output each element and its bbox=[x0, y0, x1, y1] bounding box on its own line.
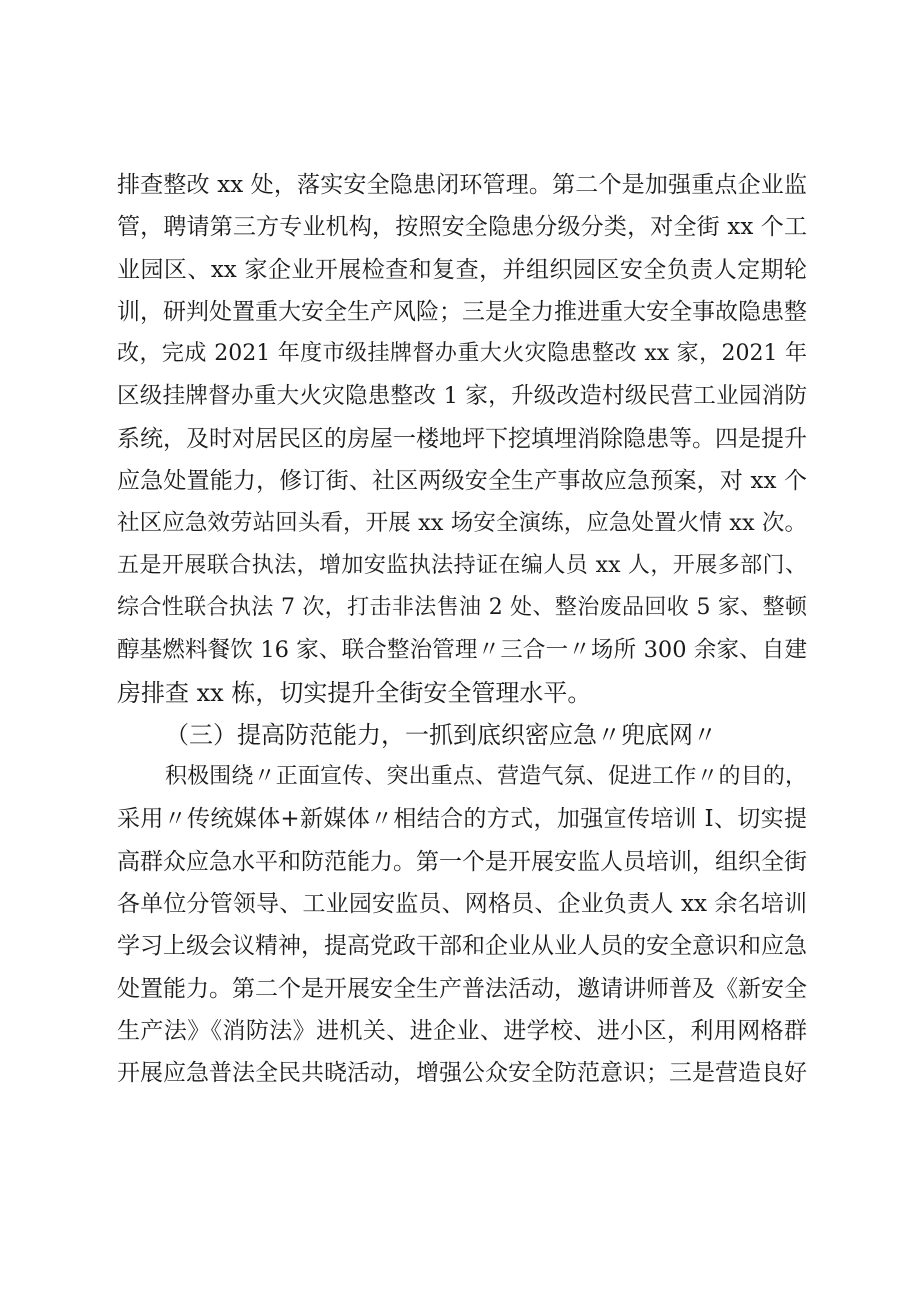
paragraph-1 bbox=[117, 164, 807, 714]
text-line: 各单位分管领导、工业园安监员、网格员、企业负责人 xx 余名培训 bbox=[117, 891, 807, 918]
section-heading: （三）提高防范能力，一抓到底织密应急〃兜底网〃 bbox=[165, 720, 717, 749]
text-line: 改，完成 2021 年度市级挂牌督办重大火灾隐患整改 xx 家，2021 年 bbox=[117, 341, 807, 367]
text-line: 应急处置能力，修订街、社区两级安全生产事故应急预案，对 xx 个 bbox=[117, 468, 807, 495]
text-line: 开展应急普法全民共晓活动，增强公众安全防范意识；三是营造良好 bbox=[117, 1060, 807, 1087]
text-line: 采用〃传统媒体+新媒体〃相结合的方式，加强宣传培训 I、切实提 bbox=[117, 806, 807, 833]
text-line: 社区应急效劳站回头看，开展 xx 场安全演练，应急处置火情 xx 次。 bbox=[117, 510, 807, 537]
text-line: 区级挂牌督办重大火灾隐患整改 1 家，升级改造村级民营工业园消防 bbox=[117, 383, 807, 410]
text-line: 高群众应急水平和防范能力。第一个是开展安监人员培训，组织全街 bbox=[117, 848, 807, 875]
text-line: 处置能力。第二个是开展安全生产普法活动，邀请讲师普及《新安全 bbox=[117, 975, 807, 1002]
text-line: 积极围绕〃正面宣传、突出重点、营造气氛、促进工作〃的目的， bbox=[165, 764, 807, 790]
text-line: 管，聘请第三方专业机构，按照安全隐患分级分类，对全街 xx 个工 bbox=[117, 214, 807, 241]
text-line: 房排查 xx 栋，切实提升全街安全管理水平。 bbox=[117, 678, 592, 707]
document-body bbox=[117, 164, 807, 1095]
text-line: 综合性联合执法 7 次，打击非法售油 2 处、整治废品回收 5 家、整顿 bbox=[117, 594, 807, 620]
text-line: 排查整改 xx 处，落实安全隐患闭环管理。第二个是加强重点企业监 bbox=[117, 172, 807, 198]
text-line: 生产法》《消防法》进机关、进企业、进学校、进小区，利用网格群 bbox=[117, 1017, 807, 1044]
text-line: 五是开展联合执法，增加安监执法持证在编人员 xx 人，开展多部门、 bbox=[117, 552, 807, 578]
text-line: 训，研判处置重大安全生产风险；三是全力推进重大安全事故隐患整 bbox=[117, 298, 807, 325]
text-line: 系统，及时对居民区的房屋一楼地坪下挖填埋消除隐患等。四是提升 bbox=[117, 425, 807, 452]
text-line: 学习上级会议精神，提高党政干部和企业从业人员的安全意识和应急 bbox=[117, 933, 807, 960]
text-line: 业园区、xx 家企业开展检查和复查，并组织园区安全负责人定期轮 bbox=[117, 256, 807, 283]
text-line: 醇基燃料餐饮 16 家、联合整治管理〃三合一〃场所 300 余家、自建 bbox=[117, 637, 807, 664]
paragraph-2 bbox=[117, 756, 807, 1094]
